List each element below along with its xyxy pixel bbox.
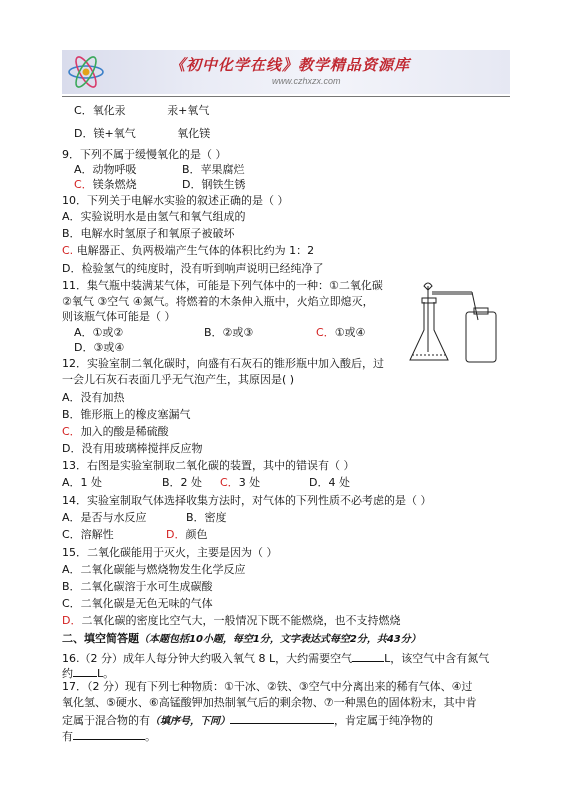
q13-option-b: B．2 处 [162,476,203,489]
q17-mixture-blank[interactable] [230,712,334,724]
q17-line-3: 定属于混合物的有（填序号，下同） ，肯定属于纯净物的 [62,714,433,727]
q15-option-c: C．二氧化碳是无色无味的气体 [62,597,213,610]
q13-stem: 13．右图是实验室制取二氧化碳的装置，其中的错误有（ ） [62,459,355,472]
q16-line-1: 16.（2 分）成年人每分钟大约吸入氧气 8 L，大约需要空气 L，该空气中含有氮气 [62,652,490,665]
q15-option-a: A．二氧化碳能与燃烧物发生化学反应 [62,563,246,576]
q15-option-d: D．二氧化碳的密度比空气大，一般情况下既不能燃烧，也不支持燃烧 [62,614,401,627]
q8-option-d: D．镁+氧气 氧化镁 [74,127,211,140]
q11-line-1: 11．集气瓶中装满某气体，可能是下列气体中的一种：①二氧化碳 [62,279,383,292]
q16-line-2: 约 L。 [62,667,115,680]
q8-option-c: C．氧化汞 汞+氧气 [74,104,210,117]
q17-line-4: 有 。 [62,730,156,743]
q14-option-a: A．是否与水反应 [62,511,147,524]
q12-option-a: A．没有加热 [62,391,125,404]
q9-option-b: B．苹果腐烂 [182,163,245,176]
q10-option-c: C. 电解器正、负两极端产生气体的体积比约为 1：2 [62,244,315,257]
q11-option-b: B．②或③ [204,326,254,339]
q14-option-d: D．颜色 [166,528,208,541]
q12-option-c: C．加入的酸是稀硫酸 [62,425,169,438]
q13-option-d: D．4 处 [309,476,350,489]
q11-option-c: C．①或④ [316,326,366,339]
q16-air-blank[interactable] [352,650,384,662]
q9-option-a: A．动物呼吸 [74,163,137,176]
q11-option-a: A．①或② [74,326,124,339]
q11-option-d: D．③或④ [74,341,125,354]
q12-line-2: 一会儿石灰石表面几乎无气泡产生，其原因是( ) [62,373,295,386]
banner-url: www.czhxzx.com [272,76,341,86]
q9-option-d: D．钢铁生锈 [182,178,246,191]
header-banner [62,50,510,94]
q10-option-a: A．实验说明水是由氢气和氧气组成的 [62,210,246,223]
q11-line-2: ②氧气 ③空气 ④氮气。将燃着的木条伸入瓶中，火焰立即熄灭， [62,295,374,308]
q17-line-2: 氧化氢、⑤硬水、⑥高锰酸钾加热制氧气后的剩余物、⑦一种黑色的固体粉末，其中肯 [62,696,477,709]
q17-line-1: 17．（2 分）现有下列七种物质：①干冰、②铁、③空气中分离出来的稀有气体、④过 [62,680,473,693]
q10-stem: 10．下列关于电解水实验的叙述正确的是（ ） [62,194,289,207]
q12-line-1: 12．实验室制二氧化碳时，向盛有石灰石的锥形瓶中加入酸后，过 [62,357,384,370]
q12-option-d: D．没有用玻璃棒搅拌反应物 [62,442,203,455]
q14-option-c: C．溶解性 [62,528,114,541]
q13-option-a: A．1 处 [62,476,103,489]
q13-option-c: C．3 处 [220,476,261,489]
q9-option-c: C．镁条燃烧 [74,178,137,191]
banner-title: 《初中化学在线》教学精品资源库 [170,56,411,74]
q14-option-b: B．密度 [186,511,227,524]
co2-apparatus-figure [402,280,502,370]
q9-stem: 9．下列不属于缓慢氧化的是（ ） [62,148,227,161]
q14-stem: 14．实验室制取气体选择收集方法时，对气体的下列性质不必考虑的是（ ） [62,494,432,507]
section-2-heading: 二、填空简答题（本题包括10小题，每空1分，文字表达式每空2分，共43分） [62,632,421,645]
q15-option-b: B．二氧化碳溶于水可生成碳酸 [62,580,213,593]
q17-pure-blank[interactable] [73,728,145,740]
atom-logo-icon [66,52,106,92]
q12-option-b: B．锥形瓶上的橡皮塞漏气 [62,408,191,421]
q16-nitrogen-blank[interactable] [73,665,97,677]
q10-option-b: B．电解水时氢原子和氧原子被破坏 [62,227,235,240]
q15-stem: 15．二氧化碳能用于灭火，主要是因为（ ） [62,546,278,559]
header-rule [62,96,510,97]
q11-line-3: 则该瓶气体可能是（ ） [62,310,176,323]
q10-option-d: D．检验氢气的纯度时，没有听到响声说明已经纯净了 [62,262,324,275]
